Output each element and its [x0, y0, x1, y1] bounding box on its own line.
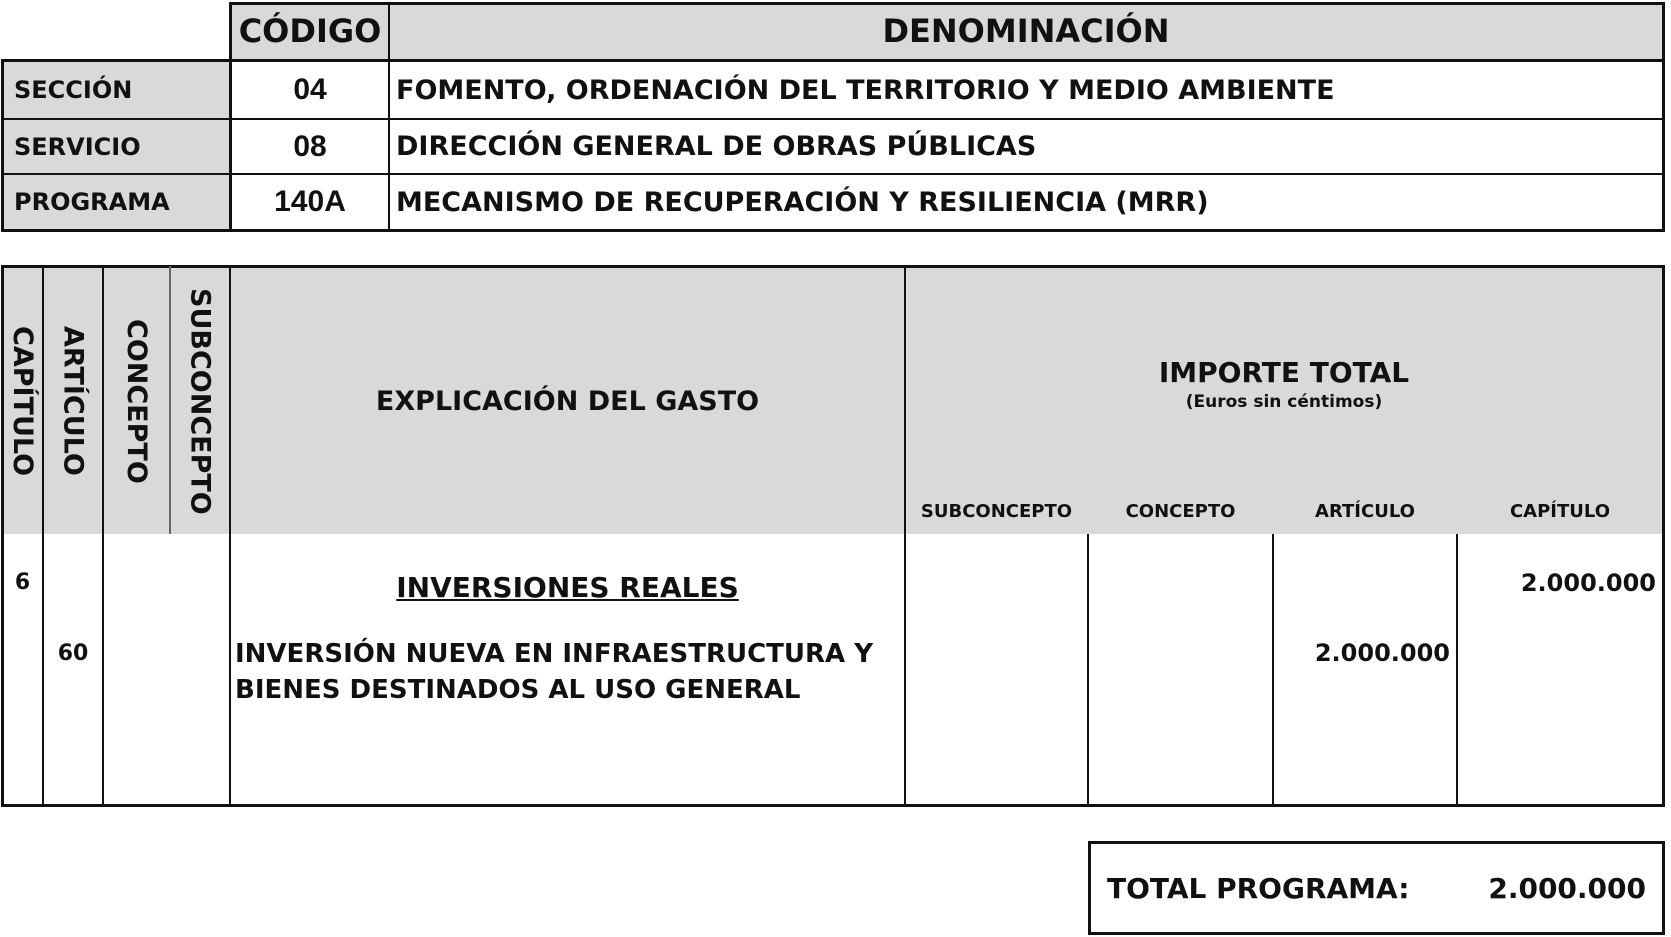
importe-col-subconcepto: SUBCONCEPTO — [920, 500, 1073, 522]
programa-label: PROGRAMA — [14, 188, 170, 216]
row-articulo-description-line2: BIENES DESTINADOS AL USO GENERAL — [235, 675, 801, 705]
explicacion-header: EXPLICACIÓN DEL GASTO — [375, 385, 760, 417]
denominacion-header: DENOMINACIÓN — [882, 12, 1170, 50]
programa-name: MECANISMO DE RECUPERACIÓN Y RESILIENCIA (MRR) — [396, 186, 1209, 218]
servicio-name: DIRECCIÓN GENERAL DE OBRAS PÚBLICAS — [396, 131, 1037, 162]
programa-code: 140A — [274, 185, 346, 218]
capitulo-header: CAPÍTULO — [7, 325, 38, 477]
servicio-label: SERVICIO — [14, 132, 141, 161]
row-capitulo-code: 6 — [14, 569, 31, 595]
importe-subtitle: (Euros sin céntimos) — [1185, 392, 1383, 412]
importe-col-articulo: ARTÍCULO — [1315, 500, 1415, 522]
row-articulo-description-line1: INVERSIÓN NUEVA EN INFRAESTRUCTURA Y — [235, 639, 874, 669]
servicio-code: 08 — [293, 129, 327, 163]
row-articulo-amount: 2.000.000 — [1314, 639, 1450, 667]
total-label: TOTAL PROGRAMA: — [1107, 871, 1410, 905]
codigo-header: CÓDIGO — [238, 12, 382, 50]
seccion-name: FOMENTO, ORDENACIÓN DEL TERRITORIO Y MEDIO AMBIENTE — [396, 74, 1335, 106]
row-capitulo-amount: 2.000.000 — [1520, 569, 1656, 597]
importe-title: IMPORTE TOTAL — [1158, 355, 1410, 389]
seccion-code: 04 — [293, 73, 327, 106]
concepto-header: CONCEPTO — [121, 318, 152, 484]
importe-col-capitulo: CAPÍTULO — [1509, 500, 1611, 522]
subconcepto-header: SUBCONCEPTO — [184, 287, 216, 515]
articulo-header: ARTÍCULO — [57, 326, 89, 476]
seccion-label: SECCIÓN — [14, 76, 133, 104]
importe-col-concepto: CONCEPTO — [1125, 500, 1236, 522]
row-capitulo-description: INVERSIONES REALES — [396, 570, 739, 604]
row-articulo-code: 60 — [57, 640, 89, 666]
total-box — [1088, 841, 1665, 935]
total-value: 2.000.000 — [1488, 871, 1646, 905]
